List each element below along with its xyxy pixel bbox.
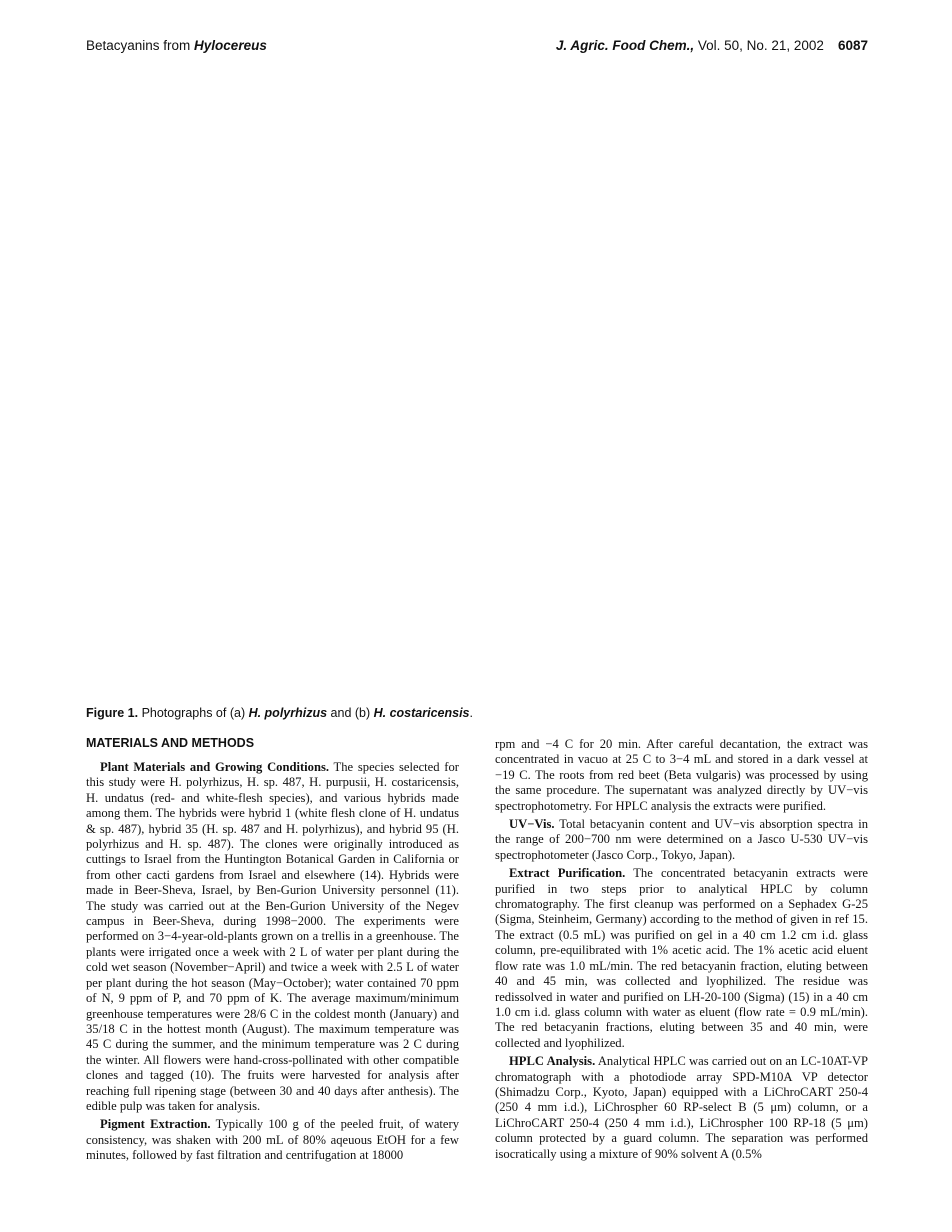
page-number: 6087 bbox=[837, 38, 868, 53]
plant-materials-paragraph: Plant Materials and Growing Conditions. The species selected for this study were H. polyrhizus, H. sp. 487, H. purpusii, H. costaricensis, H. undatus (red- and white-flesh species), and various hybrids made among them. The hybrids were hybrid 1 (white flesh clone of H. undatus & sp. 487), hybrid 35 (H. sp. 487 and H. polyrhizus), and hybrid 95 (H. polyrhizus and H. sp. 487). The clones were originally introduced as cuttings to Israel from the Huntington Botanical Garden in California or from other cacti gardens from Israel and elsewhere (14). Hybrids were made in Beer-Sheva, Israel, by Ben-Gurion University personnel (11). The study was carried out at the Ben-Gurion University of the Negev campus in Beer-Sheva, during 1998−2000. The experiments were performed on 3−4-year-old-plants grown on a trellis in a greenhouse. The plants were irrigated once a week with 2 L of water per plant during the cold wet season (November−April) and twice a week with 2.5 L of water per plant during the hot season (May−October); water contained 70 ppm of N, 9 ppm of P, and 70 ppm of K. The average maximum/minimum greenhouse temperatures were 28/6 C in the coldest month (January) and 35/18 C in the hottest month (August). The maximum temperature was 45 C during the summer, and the minimum temperature was 2 C during the winter. All flowers were hand-cross-pollinated with other compatible clones and tagged (10). The fruits were harvested for analysis after reaching full ripening stage (between 30 and 40 days after anthesis). The edible pulp was taken for analysis. bbox=[86, 760, 459, 1113]
running-header bbox=[86, 38, 868, 56]
caption-label: Figure 1. bbox=[86, 706, 139, 720]
journal-citation bbox=[556, 38, 868, 53]
journal-name: J. Agric. Food Chem., bbox=[555, 38, 695, 53]
extract-purification-paragraph: Extract Purification. The concentrated betacyanin extracts were purified in two steps prior to analytical HPLC by column chromatography. The first cleanup was performed on a Sephadex G-25 (Sigma, Steinheim, Germany) according to the method of given in ref 15. The extract (0.5 mL) was purified on gel in a 40 cm 1.2 cm i.d. glass column, pre-equilibrated with 1% acetic acid. The 1% acetic acid eluent flow rate was 1.0 mL/min. The red betacyanin fraction, eluting between 40 and 45 min, was collected and lyophilized. The residue was redissolved in water and purified on LH-20-100 (Sigma) (15) in a 40 cm 1.0 cm i.d. glass column with water as eluent (flow rate = 0.9 mL/min). The red betacyanin fractions, eluting between 35 and 40 min, were collected and lyophilized. bbox=[495, 866, 868, 1050]
section-title: MATERIALS AND METHODS bbox=[86, 736, 255, 750]
right-column bbox=[495, 737, 868, 1162]
running-title: Betacyanins from Hylocereus bbox=[86, 38, 267, 53]
figure-caption: Figure 1. Photographs of (a) H. polyrhizus and (b) H. costaricensis. bbox=[86, 706, 473, 720]
uv-vis-paragraph: UV−Vis. Total betacyanin content and UV−vis absorption spectra in the range of 200−700 nm were determined on a Jasco U-530 UV−vis spectrophotometer (Jasco Corp., Tokyo, Japan). bbox=[495, 817, 868, 862]
pigment-extraction-continued: rpm and −4 C for 20 min. After careful decantation, the extract was concentrated in vacuo at 25 C to 3−4 mL and stored in a dark vessel at −19 C. The roots from red beet (Beta vulgaris) was processed by using the same procedure. The supernatant was analyzed directly by UV−vis spectrophotometry. For HPLC analysis the extracts were purified. bbox=[495, 737, 868, 813]
pigment-extraction-paragraph: Pigment Extraction. Typically 100 g of the peeled fruit, of watery consistency, was shaken with 200 mL of 80% aqeuous EtOH for a few minutes, followed by fast filtration and centrifugation at 18000 bbox=[86, 1117, 459, 1163]
left-column bbox=[86, 736, 459, 1164]
hplc-analysis-paragraph: HPLC Analysis. Analytical HPLC was carried out on an LC-10AT-VP chromatograph with a photodiode array SPD-M10A VP detector (Shimadzu Corp., Kyoto, Japan) equipped with a LiChroCART 250-4 (250 4 mm i.d.), LiChrospher 60 RP-select B (5 μm) column, or a LiChroCART 250-4 (250 4 mm i.d.), LiChrospher 100 RP-18 (5 μm) column protected by a guard column. The separation was performed isocratically using a mixture of 90% solvent A (0.5% bbox=[495, 1054, 868, 1161]
volume-info: Vol. 50, No. 21, 2002 bbox=[694, 38, 824, 53]
figure-1-image-area bbox=[86, 70, 868, 696]
